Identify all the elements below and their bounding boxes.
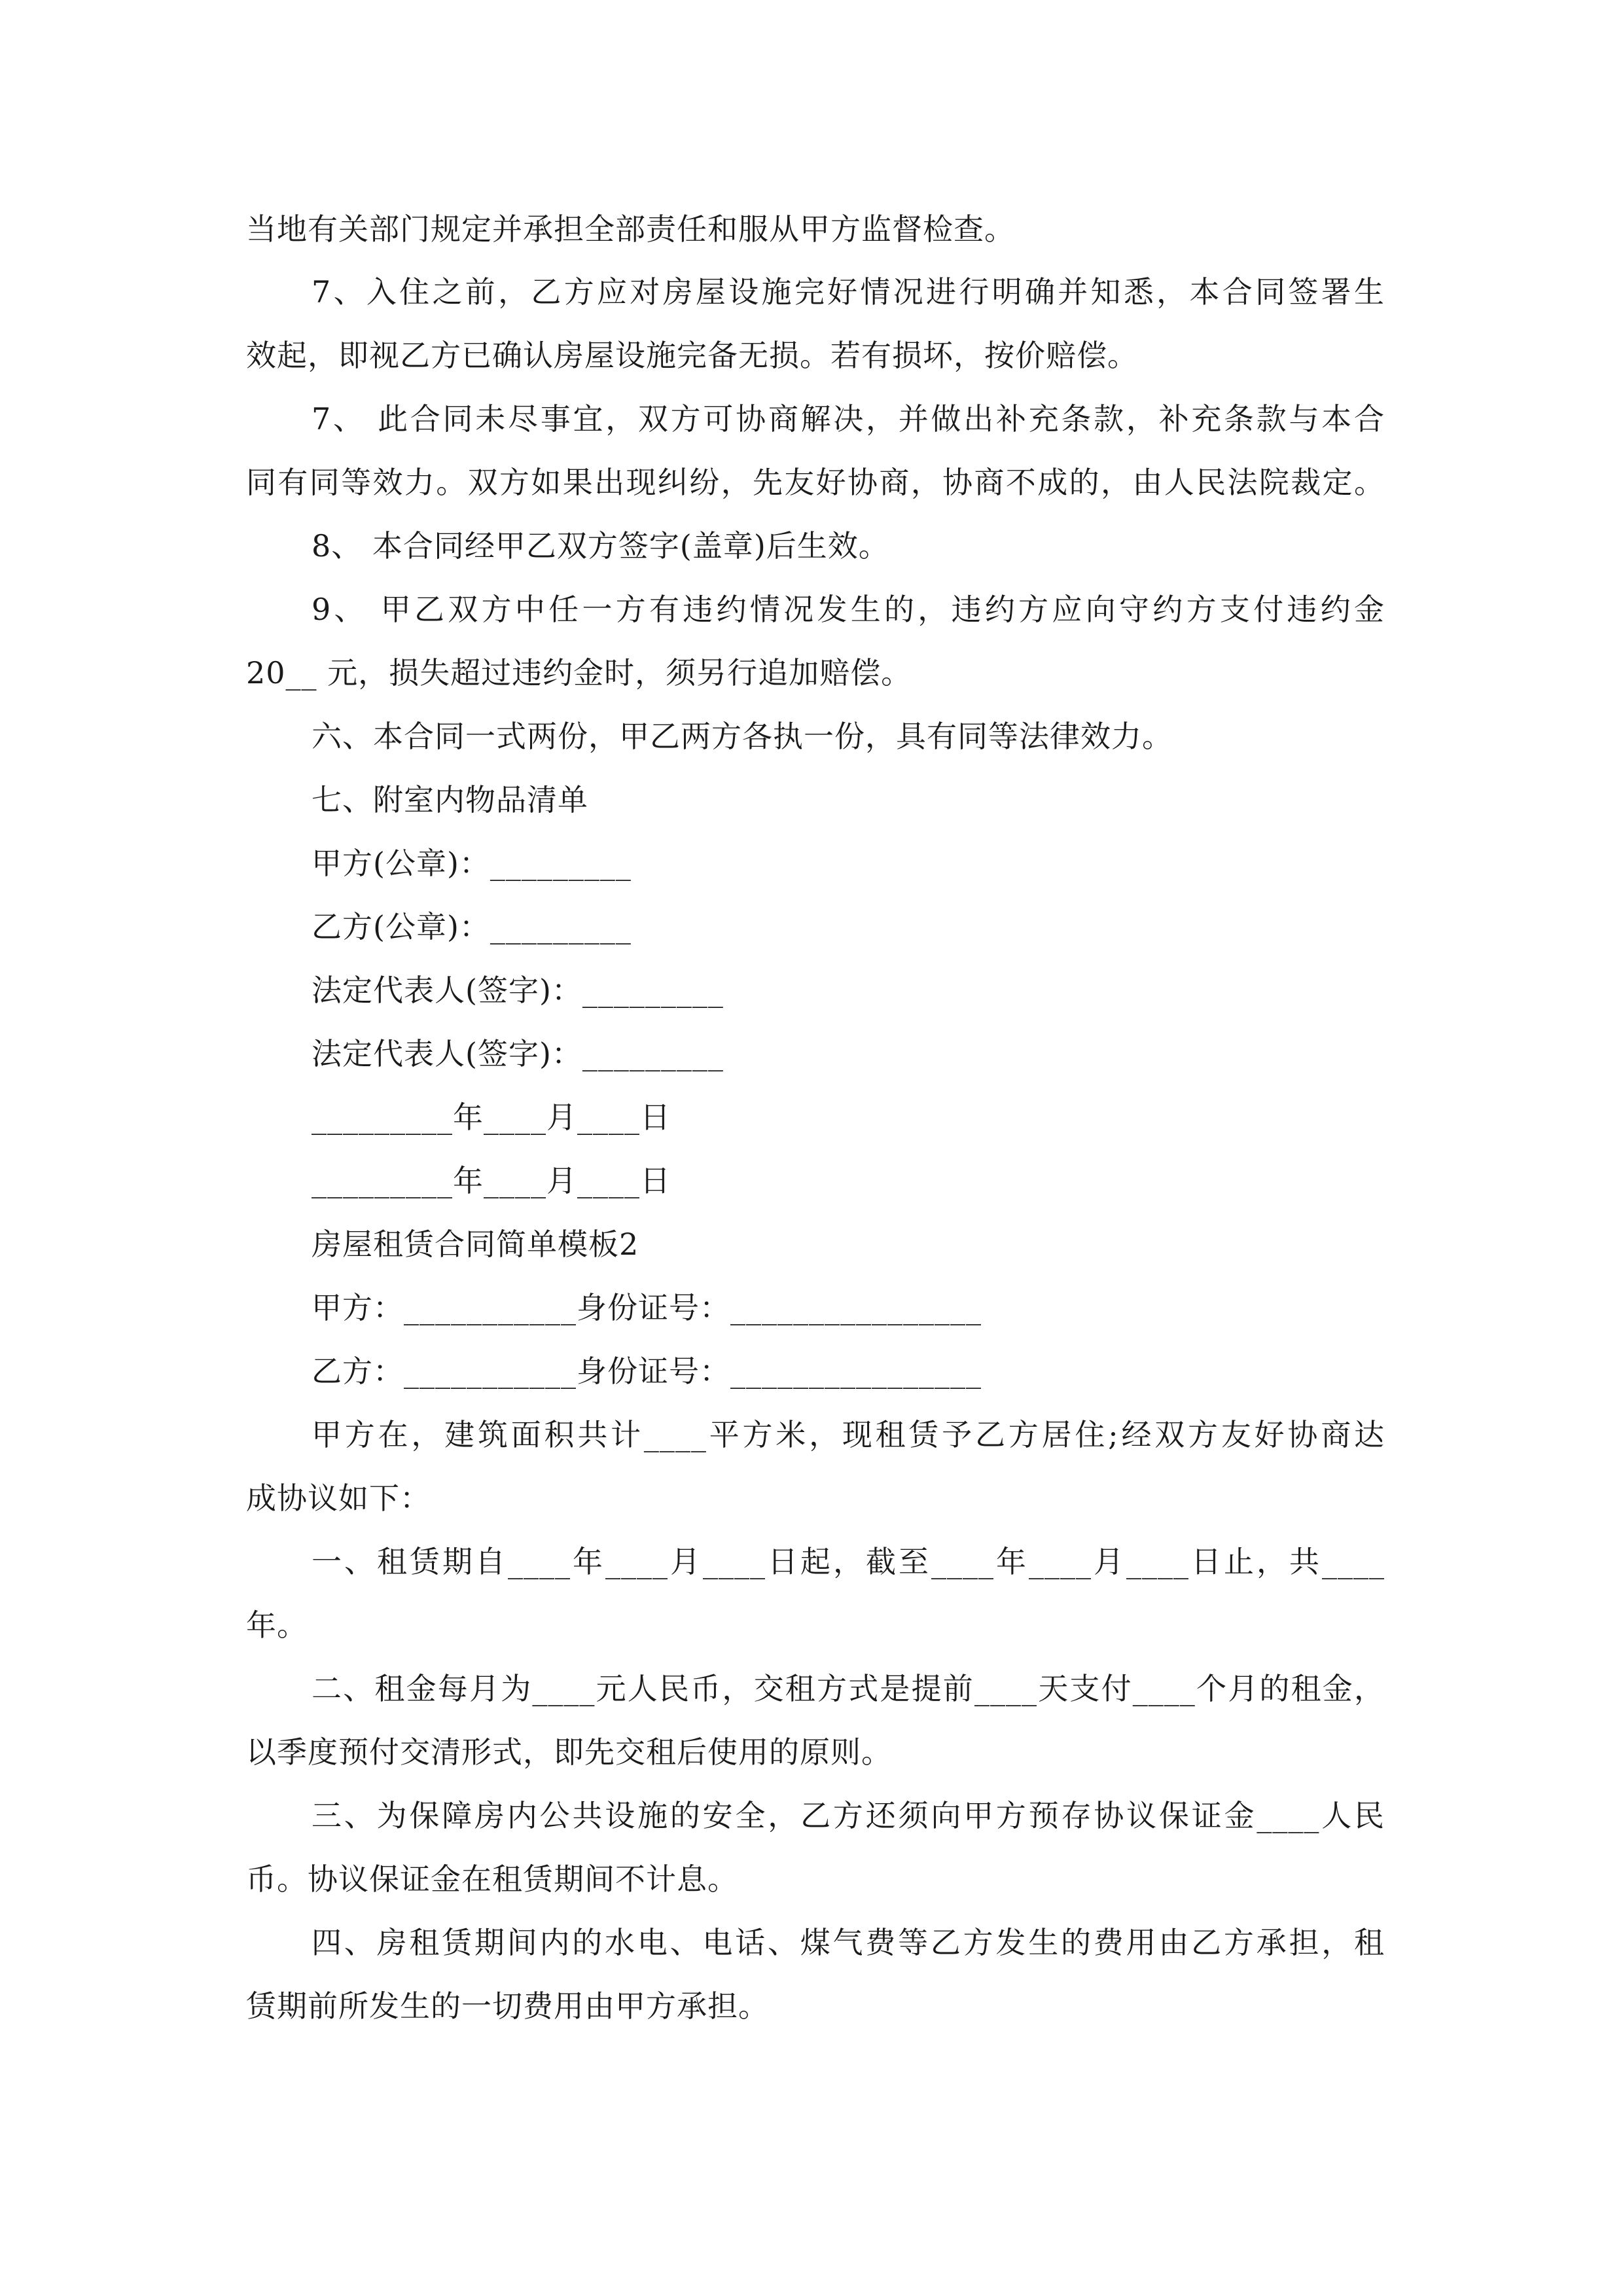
signature-legal-rep-1: 法定代表人(签字)：_________ — [312, 973, 724, 1008]
text-line-3: 效起，即视乙方已确认房屋设施完备无损。若有损坏，按价赔偿。 — [246, 338, 1138, 373]
text-line-28: 四、房租赁期间内的水电、电话、煤气费等乙方发生的费用由乙方承担，租 — [312, 1925, 1385, 1960]
party-b-id-line: 乙方：___________身份证号：________________ — [312, 1354, 982, 1389]
text-line-4: 7、 此合同未尽事宜，双方可协商解决，并做出补充条款，补充条款与本合 — [312, 401, 1385, 437]
text-line-20: 甲方在，建筑面积共计____平方米，现租赁予乙方居住;经双方友好协商达 — [312, 1417, 1385, 1452]
date-line-1: _________年____月____日 — [312, 1100, 671, 1135]
text-line-1: 当地有关部门规定并承担全部责任和服从甲方监督检查。 — [246, 211, 1015, 247]
signature-party-a-seal: 甲方(公章)：_________ — [312, 846, 632, 881]
text-line-23: 年。 — [246, 1607, 308, 1643]
signature-party-b-seal: 乙方(公章)：_________ — [312, 909, 632, 944]
text-line-25: 以季度预付交清形式，即先交租后使用的原则。 — [246, 1734, 892, 1770]
text-line-22: 一、租赁期自____年____月____日起，截至____年____月____日止，共____ — [312, 1544, 1385, 1579]
text-line-27: 币。协议保证金在租赁期间不计息。 — [246, 1861, 738, 1897]
text-line-26: 三、为保障房内公共设施的安全，乙方还须向甲方预存协议保证金____人民 — [312, 1798, 1385, 1833]
text-line-9: 六、本合同一式两份，甲乙两方各执一份，具有同等法律效力。 — [312, 719, 1173, 754]
text-line-5: 同有同等效力。双方如果出现纠纷，先友好协商，协商不成的，由人民法院裁定。 — [246, 465, 1385, 500]
signature-legal-rep-2: 法定代表人(签字)：_________ — [312, 1036, 724, 1071]
text-line-10: 七、附室内物品清单 — [312, 782, 588, 817]
text-line-6: 8、 本合同经甲乙双方签字(盖章)后生效。 — [312, 528, 889, 564]
text-line-8: 20__ 元，损失超过违约金时，须另行追加赔偿。 — [246, 655, 912, 691]
date-line-2: _________年____月____日 — [312, 1163, 671, 1198]
text-line-29: 赁期前所发生的一切费用由甲方承担。 — [246, 1988, 769, 2024]
party-a-id-line: 甲方：___________身份证号：________________ — [312, 1290, 982, 1325]
text-line-2: 7、入住之前，乙方应对房屋设施完好情况进行明确并知悉，本合同签署生 — [312, 274, 1385, 310]
section-title-template-2: 房屋租赁合同简单模板2 — [312, 1227, 639, 1262]
text-line-7: 9、 甲乙双方中任一方有违约情况发生的，违约方应向守约方支付违约金 — [312, 592, 1385, 627]
text-line-24: 二、租金每月为____元人民币，交租方式是提前____天支付____个月的租金， — [312, 1671, 1385, 1706]
text-line-21: 成协议如下： — [246, 1480, 431, 1516]
